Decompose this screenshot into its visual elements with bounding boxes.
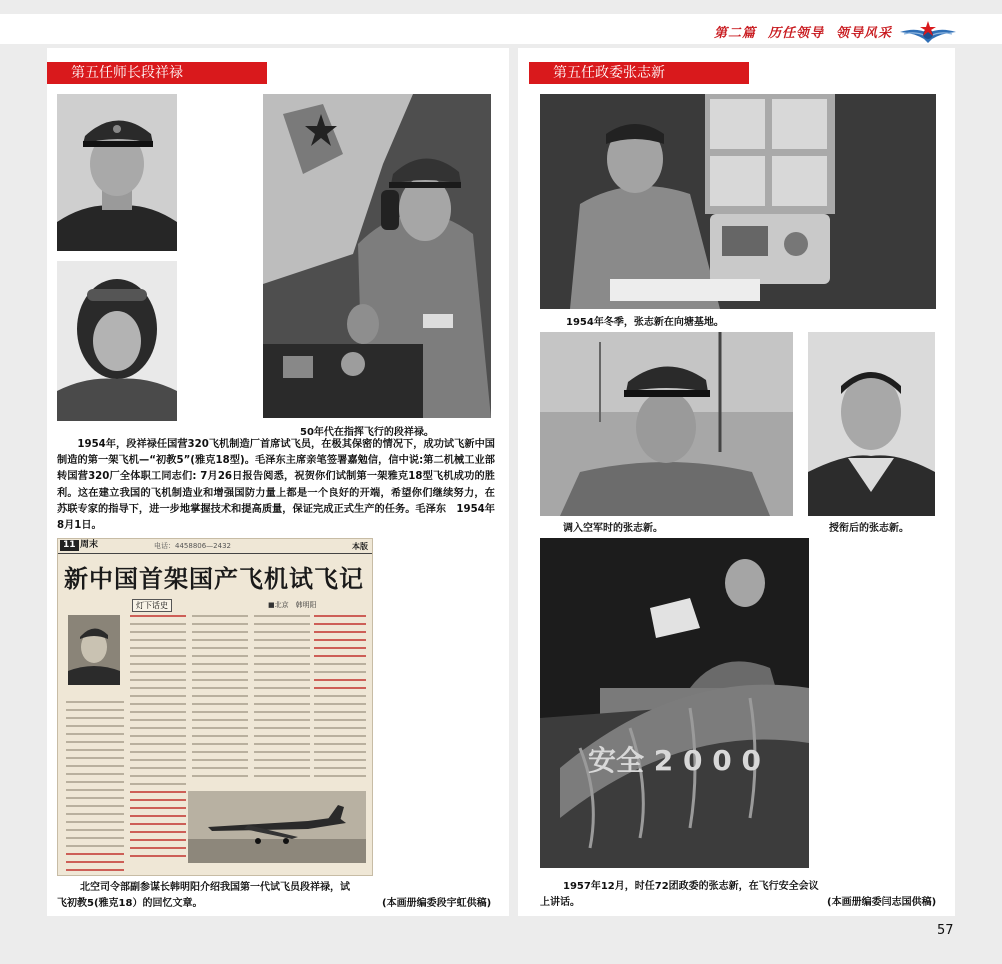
newspaper-airplane-photo xyxy=(188,791,366,863)
newspaper-headline: 新中国首架国产飞机试飞记 xyxy=(64,565,364,593)
newspaper-column-2 xyxy=(130,615,186,863)
newspaper-edition: 本版 xyxy=(352,542,368,551)
newspaper-clipping xyxy=(57,538,373,876)
left-section-title: 第五任师长段祥禄 xyxy=(47,62,267,84)
caption-after-rank: 授衔后的张志新。 xyxy=(829,523,909,534)
photo-commanding-flight xyxy=(263,94,491,418)
left-credit: (本画册编委段宇虹供稿) xyxy=(382,898,492,909)
caption-speech-line1: 1957年12月，时任72团政委的张志新，在飞行安全会议 xyxy=(563,881,819,892)
portrait-photo-pilot-helmet xyxy=(57,261,177,421)
caption-speech-line2: 上讲话。 xyxy=(540,897,580,908)
photo-radio-base xyxy=(540,94,936,309)
caption-transfer-air-force: 调入空军时的张志新。 xyxy=(563,523,663,534)
newspaper-caption-line2: 飞初教5(雅克18）的回忆文章。 xyxy=(57,898,203,909)
air-force-emblem-icon xyxy=(898,18,958,48)
newspaper-column-5 xyxy=(314,615,366,783)
newspaper-kicker: 灯下话史 xyxy=(132,599,172,612)
left-body-text: 1954年，段祥禄任国营320飞机制造厂首席试飞员，在极其保密的情况下，成功试飞新中国制造的第一架飞机—“初教5”(雅克18型)。毛泽东主席亲笔签署嘉勉信，信中说:第二机械工业部转国营320厂全体职工同志们: 7月26日报告阅悉，祝贺你们试制第一架雅克18型飞机成功的胜利。这在建立我国的飞机制造业和增强国防力量上都是一个良好的开端，希望你们继续努力，在苏联专家的指导下，进一步地掌握技术和提高质量，保证完成正式生产的任务。毛泽东 1954年8月1日。 xyxy=(57,439,495,532)
portrait-photo-cap xyxy=(57,94,177,251)
running-header xyxy=(714,22,892,41)
photo-safety-meeting-speech xyxy=(540,538,809,868)
caption-radio-base: 1954年冬季，张志新在向塘基地。 xyxy=(566,317,724,328)
header-part: 第二篇 xyxy=(713,26,756,41)
photo-transfer-air-force xyxy=(540,332,793,516)
page-number: 57 xyxy=(937,923,954,938)
svg-text:安全 2 0 0 0: 安全 2 0 0 0 xyxy=(588,744,761,777)
newspaper-tel: 电话：4458806—2432 xyxy=(154,542,231,550)
caption-commanding-flight: 50年代在指挥飞行的段祥禄。 xyxy=(300,427,434,438)
newspaper-column-4 xyxy=(254,615,310,783)
portrait-photo-after-rank xyxy=(808,332,935,516)
newspaper-byline: ■北京 韩明阳 xyxy=(268,601,317,609)
right-credit: (本画册编委闫志国供稿) xyxy=(827,897,937,908)
header-section: 领导风采 xyxy=(835,26,892,41)
newspaper-section: 周末 xyxy=(80,540,99,550)
newspaper-column-3 xyxy=(192,615,248,783)
newspaper-portrait-photo xyxy=(68,615,120,685)
newspaper-caption-line1: 北空司令部副参谋长韩明阳介绍我国第一代试飞员段祥禄，试 xyxy=(80,882,350,893)
right-section-title: 第五任政委张志新 xyxy=(529,62,749,84)
newspaper-column-1 xyxy=(66,701,124,876)
newspaper-page-number: 11 xyxy=(60,540,79,551)
header-chapter: 历任领导 xyxy=(767,26,824,41)
newspaper-masthead xyxy=(58,539,372,554)
